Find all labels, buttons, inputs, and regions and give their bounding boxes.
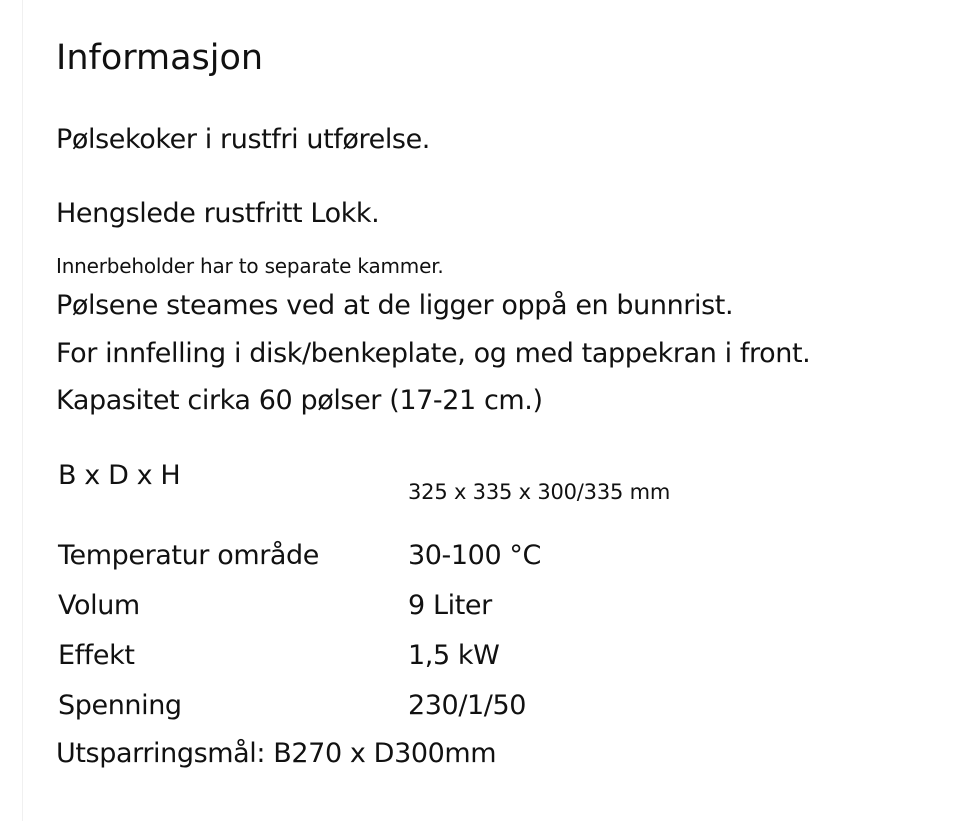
description-line: Pølsene steames ved at de ligger oppå en bunnrist. <box>56 290 734 321</box>
section-title: Informasjon <box>56 38 264 78</box>
spec-value-temperature: 30-100 °C <box>408 540 541 571</box>
cutout-dimensions: Utsparringsmål: B270 x D300mm <box>56 738 497 769</box>
spec-label-dimensions: B x D x H <box>58 460 181 491</box>
description-line: Pølsekoker i rustfri utførelse. <box>56 124 430 155</box>
spec-label-volume: Volum <box>58 590 140 621</box>
spec-value-volume: 9 Liter <box>408 590 492 621</box>
description-line: For innfelling i disk/benkeplate, og med tappekran i front. <box>56 338 811 369</box>
description-line: Innerbeholder har to separate kammer. <box>56 254 444 278</box>
spec-value-dimensions: 325 x 335 x 300/335 mm <box>408 480 671 504</box>
spec-label-voltage: Spenning <box>58 690 182 721</box>
spec-label-power: Effekt <box>58 640 135 671</box>
description-line: Kapasitet cirka 60 pølser (17-21 cm.) <box>56 385 543 416</box>
spec-value-power: 1,5 kW <box>408 640 500 671</box>
spec-value-voltage: 230/1/50 <box>408 690 527 721</box>
description-line: Hengslede rustfritt Lokk. <box>56 198 380 229</box>
spec-label-temperature: Temperatur område <box>58 540 320 571</box>
